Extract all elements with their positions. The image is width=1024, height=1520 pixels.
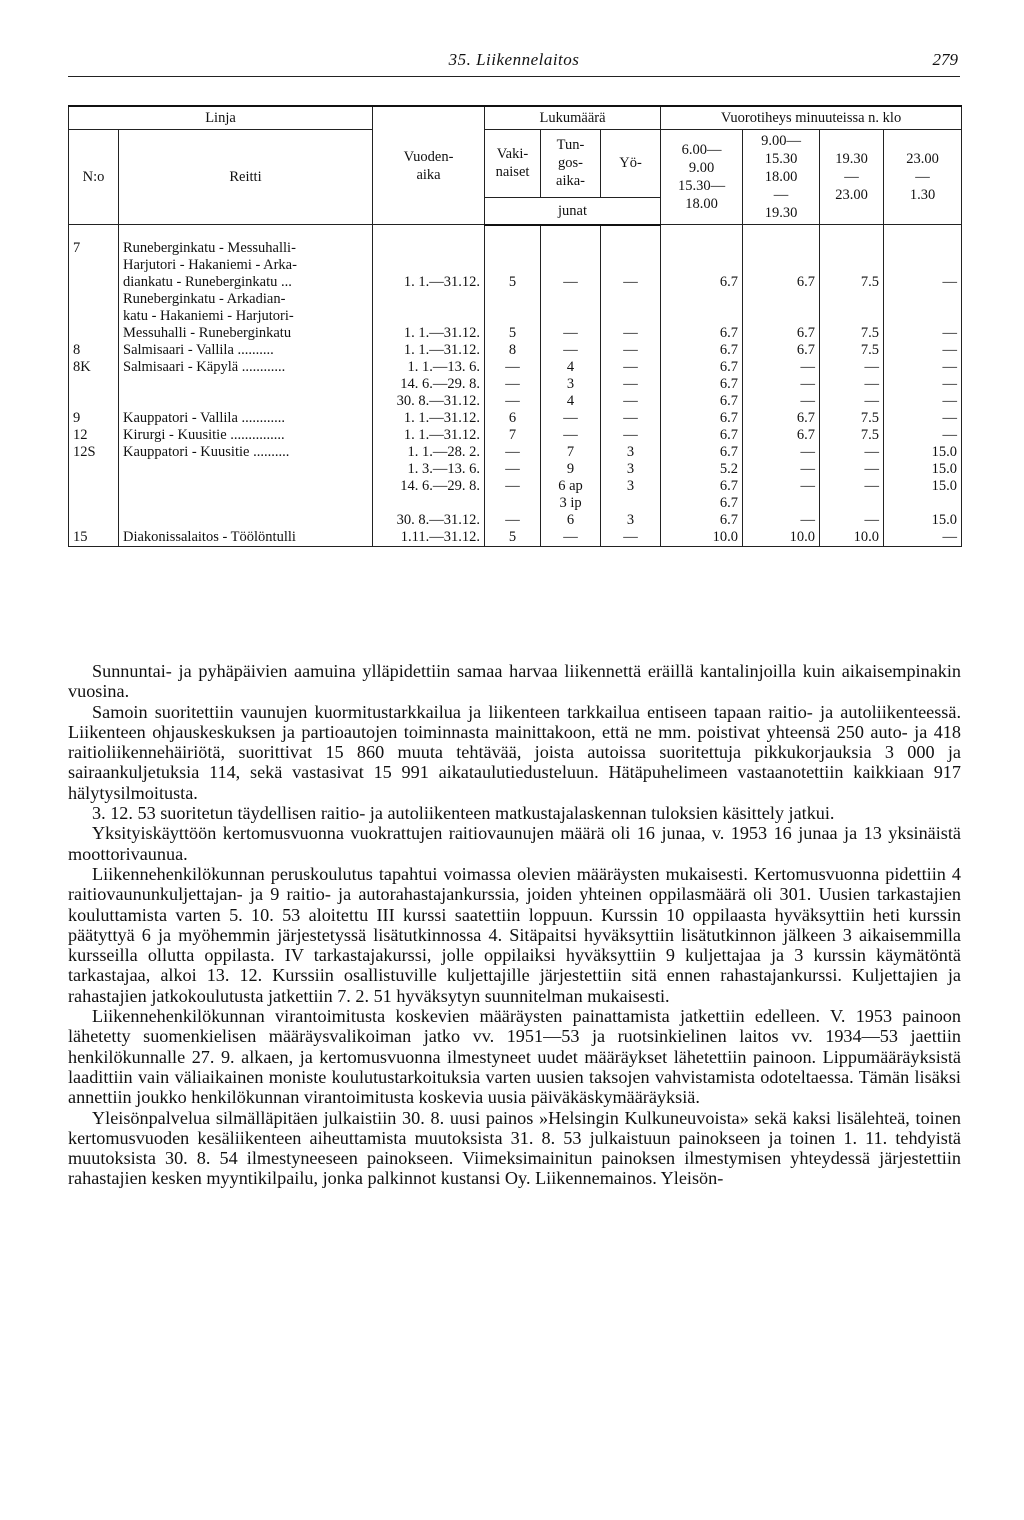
count-night: 3 [601, 461, 661, 478]
count-night: — [601, 393, 661, 410]
header-vuorotiheys: Vuorotiheys minuuteissa n. klo [661, 106, 962, 130]
route-number [69, 393, 119, 410]
route-number [69, 325, 119, 342]
table-row [69, 325, 962, 342]
route-period: 1. 1.—28. 2. [373, 444, 485, 461]
route-number [69, 461, 119, 478]
header-yo: Yö- [601, 130, 661, 198]
interval-day: — [743, 444, 820, 461]
header-no: N:o [69, 130, 119, 225]
count-rush: 4 [541, 359, 601, 376]
interval-morning: 6.7 [661, 478, 743, 495]
route-name: Salmisaari - Vallila .......... [119, 342, 373, 359]
route-schedule-table [68, 105, 962, 547]
interval-morning: 6.7 [661, 359, 743, 376]
count-regular: 5 [485, 325, 541, 342]
header-reitti: Reitti [119, 130, 373, 225]
interval-night: 15.0 [884, 444, 962, 461]
route-period: 1. 3.—13. 6. [373, 461, 485, 478]
route-number [69, 495, 119, 512]
count-night: 3 [601, 478, 661, 495]
route-name [119, 376, 373, 393]
count-night: — [601, 359, 661, 376]
interval-night: — [884, 376, 962, 393]
count-night [601, 240, 661, 257]
interval-evening [820, 291, 884, 308]
route-number [69, 308, 119, 325]
count-rush: 6 [541, 512, 601, 529]
interval-night [884, 495, 962, 512]
header-time-2: 9.00— 15.30 18.00 — 19.30 [743, 130, 820, 225]
count-rush: 9 [541, 461, 601, 478]
route-period: 14. 6.—29. 8. [373, 376, 485, 393]
header-vakinaiset: Vaki- naiset [485, 130, 541, 198]
interval-night: 15.0 [884, 478, 962, 495]
route-period [373, 291, 485, 308]
route-number [69, 512, 119, 529]
count-regular: 8 [485, 342, 541, 359]
interval-night [884, 291, 962, 308]
body-paragraph: Sunnuntai- ja pyhäpäivien aamuina ylläpidettiin samaa harvaa liikennettä eräillä kantalinjoilla kuin aikaisempinakin vuosina. [68, 661, 961, 702]
interval-morning: 6.7 [661, 410, 743, 427]
interval-evening: 7.5 [820, 410, 884, 427]
table-row [69, 257, 962, 274]
route-period: 1.11.—31.12. [373, 529, 485, 547]
interval-day: 6.7 [743, 342, 820, 359]
table-row [69, 359, 962, 376]
count-night [601, 257, 661, 274]
route-period: 1. 1.—13. 6. [373, 359, 485, 376]
count-regular: — [485, 512, 541, 529]
count-regular [485, 240, 541, 257]
interval-morning: 6.7 [661, 444, 743, 461]
route-name: Runeberginkatu - Messuhalli- [119, 240, 373, 257]
interval-night [884, 257, 962, 274]
count-rush: 3 [541, 376, 601, 393]
count-rush: 3 ip [541, 495, 601, 512]
interval-morning: 6.7 [661, 512, 743, 529]
interval-morning [661, 308, 743, 325]
table-row [69, 240, 962, 257]
interval-morning: 6.7 [661, 342, 743, 359]
page-number: 279 [932, 50, 958, 69]
count-rush: — [541, 427, 601, 444]
table-row [69, 427, 962, 444]
route-period [373, 257, 485, 274]
count-night: — [601, 274, 661, 291]
count-night: — [601, 342, 661, 359]
interval-night [884, 308, 962, 325]
interval-evening: — [820, 512, 884, 529]
route-period: 14. 6.—29. 8. [373, 478, 485, 495]
count-rush: — [541, 529, 601, 547]
interval-night: — [884, 393, 962, 410]
count-regular: — [485, 478, 541, 495]
interval-night: — [884, 410, 962, 427]
route-number: 7 [69, 240, 119, 257]
interval-evening [820, 257, 884, 274]
route-period: 30. 8.—31.12. [373, 393, 485, 410]
header-lukumaara: Lukumäärä [485, 106, 661, 130]
interval-evening: — [820, 444, 884, 461]
body-paragraph: Yleisönpalvelua silmälläpitäen julkaistiin 30. 8. uusi painos »Helsingin Kulkuneuvoista» sekä kaksi lisälehteä, toinen kertomusvuoden kesäliikenteen aiheuttamista muutoksista 31. 8. 53 julkaistuun painokseen ja toinen 1. 11. tehdyistä muutoksista 30. 8. 54 ilmestyneeseen painokseen. Viimeksimainitun painoksen ilmestymisen yhteydessä järjestettiin rahastajien kesken myyntikilpailu, jonka palkinnot kustansi Oy. Liikennemainos. Yleisön- [68, 1107, 961, 1189]
interval-day: — [743, 359, 820, 376]
route-period: 1. 1.—31.12. [373, 410, 485, 427]
interval-evening: 7.5 [820, 325, 884, 342]
body-paragraph: 3. 12. 53 suoritetun täydellisen raitio- ja autoliikenteen matkustajalaskennan tuloksien käsittely jatkui. [92, 803, 835, 824]
interval-night: — [884, 274, 962, 291]
count-rush: — [541, 325, 601, 342]
route-name [119, 393, 373, 410]
table-row [69, 529, 962, 547]
count-regular: — [485, 359, 541, 376]
route-period: 1. 1.—31.12. [373, 342, 485, 359]
interval-morning: 6.7 [661, 325, 743, 342]
route-number: 9 [69, 410, 119, 427]
count-rush [541, 308, 601, 325]
interval-morning: 5.2 [661, 461, 743, 478]
table-row [69, 444, 962, 461]
count-night: — [601, 427, 661, 444]
interval-morning: 6.7 [661, 274, 743, 291]
table-row [69, 291, 962, 308]
body-paragraph: Yksityiskäyttöön kertomusvuonna vuokrattujen raitiovaunujen määrä oli 16 junaa, v. 1953 16 junaa ja 13 yksinäistä moottorivaunua. [68, 823, 961, 864]
count-rush: — [541, 274, 601, 291]
header-linja: Linja [69, 106, 373, 130]
route-name [119, 512, 373, 529]
route-name: Kauppatori - Kuusitie .......... [119, 444, 373, 461]
count-rush [541, 257, 601, 274]
header-time-3: 19.30 — 23.00 [820, 130, 884, 225]
route-number [69, 274, 119, 291]
route-number: 12 [69, 427, 119, 444]
route-number: 12S [69, 444, 119, 461]
count-night: — [601, 325, 661, 342]
route-period [373, 240, 485, 257]
route-period [373, 308, 485, 325]
count-regular: — [485, 461, 541, 478]
count-regular: 6 [485, 410, 541, 427]
interval-morning [661, 291, 743, 308]
count-regular: — [485, 444, 541, 461]
table-row [69, 512, 962, 529]
count-rush [541, 291, 601, 308]
interval-night: 15.0 [884, 461, 962, 478]
count-night: — [601, 410, 661, 427]
interval-evening [820, 308, 884, 325]
route-number [69, 291, 119, 308]
table-row [69, 274, 962, 291]
table-spacer-row [69, 225, 962, 240]
running-head [68, 50, 960, 77]
count-night: — [601, 529, 661, 547]
interval-day: 6.7 [743, 274, 820, 291]
interval-morning: 6.7 [661, 376, 743, 393]
route-name: Runeberginkatu - Arkadian- [119, 291, 373, 308]
table-row [69, 495, 962, 512]
interval-evening [820, 495, 884, 512]
route-name: Kauppatori - Vallila ............ [119, 410, 373, 427]
body-paragraph: Samoin suoritettiin vaunujen kuormitustarkkailua ja liikenteen tarkkailua entiseen tapaan raitio- ja autoliikenteessä. Liikenteen ohjauskeskuksen ja partioautojen toiminnasta mainittakoon, että ne mm. poistivat yhteensä 250 auto- ja 418 raitioliikennehäiriötä, suorittivat 15 860 muuta tehtävää, joista autoissa suoritettuja pikkukorjauksia 3 000 ja sairaankuljetuksia 114, sekä vastasivat 15 991 aikataulutiedusteluun. Hätäpuhelimeen vastaanotettiin kaikkiaan 917 hälytysilmoitusta. [68, 701, 961, 803]
interval-day [743, 291, 820, 308]
interval-morning [661, 257, 743, 274]
count-rush: — [541, 342, 601, 359]
table-row [69, 410, 962, 427]
route-period: 30. 8.—31.12. [373, 512, 485, 529]
count-rush: 4 [541, 393, 601, 410]
interval-evening: 7.5 [820, 342, 884, 359]
route-name: Kirurgi - Kuusitie ............... [119, 427, 373, 444]
table-row [69, 393, 962, 410]
interval-day [743, 257, 820, 274]
body-paragraph: Liikennehenkilökunnan virantoimitusta koskevien määräysten painattamista jatkettiin edelleen. V. 1953 painoon lähetetty suomenkielisen määräysvalikoiman jatko vv. 1951—53 ja ruotsinkielinen laitos vv. 1934—53 jaettiin henkilökunnalle 27. 9. alkaen, ja kertomusvuonna ilmestyneet uudet määräykset lähetettiin painoon. Lippumääräyksistä laadittiin vain väliaikainen moniste koulutustarkoituksia varten uusien taksojen vahvistamista odoteltaessa. Tämän lisäksi annettiin joukko henkilökunnan virantoimitusta koskevia uusia päiväkäskymääräyksiä. [68, 1006, 961, 1108]
route-name: Messuhalli - Runeberginkatu [119, 325, 373, 342]
route-number [69, 376, 119, 393]
count-regular [485, 291, 541, 308]
interval-evening: 7.5 [820, 274, 884, 291]
route-name: katu - Hakaniemi - Harjutori- [119, 308, 373, 325]
header-vuodenaika: Vuoden- aika [373, 106, 485, 225]
route-name: Harjutori - Hakaniemi - Arka- [119, 257, 373, 274]
route-number: 15 [69, 529, 119, 547]
count-rush [541, 240, 601, 257]
header-tunnusaika: Tun- gos- aika- [541, 130, 601, 198]
interval-night: — [884, 427, 962, 444]
count-night [601, 308, 661, 325]
route-number: 8 [69, 342, 119, 359]
interval-evening: 7.5 [820, 427, 884, 444]
route-name: Salmisaari - Käpylä ............ [119, 359, 373, 376]
interval-day: — [743, 478, 820, 495]
interval-day: — [743, 376, 820, 393]
interval-day: — [743, 393, 820, 410]
table-row [69, 342, 962, 359]
route-period: 1. 1.—31.12. [373, 274, 485, 291]
interval-day: — [743, 461, 820, 478]
interval-day: 10.0 [743, 529, 820, 547]
interval-night: — [884, 359, 962, 376]
table-row [69, 478, 962, 495]
route-name [119, 478, 373, 495]
interval-morning: 6.7 [661, 495, 743, 512]
count-rush: — [541, 410, 601, 427]
route-period: 1. 1.—31.12. [373, 427, 485, 444]
interval-morning [661, 240, 743, 257]
route-name: Diakonissalaitos - Töölöntulli [119, 529, 373, 547]
chapter-title: 35. Liikennelaitos [448, 50, 580, 69]
count-night [601, 291, 661, 308]
count-night: 3 [601, 444, 661, 461]
interval-morning: 10.0 [661, 529, 743, 547]
interval-evening: — [820, 359, 884, 376]
schedule-body [69, 225, 962, 547]
count-night: 3 [601, 512, 661, 529]
interval-night: — [884, 325, 962, 342]
interval-day [743, 240, 820, 257]
count-rush: 6 ap [541, 478, 601, 495]
count-rush: 7 [541, 444, 601, 461]
interval-evening: — [820, 478, 884, 495]
count-regular: 5 [485, 529, 541, 547]
route-period: 1. 1.—31.12. [373, 325, 485, 342]
route-number [69, 257, 119, 274]
count-regular [485, 308, 541, 325]
count-regular [485, 257, 541, 274]
interval-morning: 6.7 [661, 393, 743, 410]
interval-night: — [884, 342, 962, 359]
interval-day [743, 308, 820, 325]
interval-day [743, 495, 820, 512]
table-row [69, 461, 962, 478]
route-number [69, 478, 119, 495]
count-regular: 5 [485, 274, 541, 291]
table-row [69, 308, 962, 325]
body-text [68, 661, 961, 1189]
route-period [373, 495, 485, 512]
count-regular [485, 495, 541, 512]
interval-evening: 10.0 [820, 529, 884, 547]
interval-morning: 6.7 [661, 427, 743, 444]
header-time-4: 23.00 — 1.30 [884, 130, 962, 225]
count-regular: — [485, 376, 541, 393]
count-regular: 7 [485, 427, 541, 444]
interval-evening: — [820, 393, 884, 410]
interval-evening: — [820, 461, 884, 478]
interval-night: — [884, 529, 962, 547]
count-regular: — [485, 393, 541, 410]
interval-day: 6.7 [743, 325, 820, 342]
body-paragraph: Liikennehenkilökunnan peruskoulutus tapahtui voimassa olevien määräysten mukaisesti. Kertomusvuonna pidettiin 4 raitiovaununkuljettajan- ja 9 raitio- ja autorahastajankurssia, joiden yhteinen oppilasmäärä oli 301. Uusien tarkastajien kouluttamista varten 5. 10. 53 aloitettu III kurssi saatettiin loppuun. Kurssin 10 oppilaasta hyväksyttiin heti kurssin päätyttyä 6 ja myöhemmin järjestetyssä lisätutkinnossa 4. Sitäpaitsi hyväksyttiin lisätutkinnon jälkeen 3 aikaisemmilla kursseilla ollutta oppilasta. IV tarkastajakurssi, jolle oppilaiksi hyväksyttiin 9 kuljettajaa ja 3 kurssin käymätöntä tarkastajaa, alkoi 13. 12. Kurssiin osallistuville kuljettajille järjestettiin sitä ennen rahastajankurssi. Kuljettajien ja rahastajien jatkokoulutusta jatkettiin 7. 2. 51 hyväksytyn suunnitelman mukaisesti. [68, 863, 961, 1006]
interval-evening [820, 240, 884, 257]
count-night: — [601, 376, 661, 393]
route-name [119, 461, 373, 478]
interval-day: 6.7 [743, 410, 820, 427]
interval-day: 6.7 [743, 427, 820, 444]
route-name: diankatu - Runeberginkatu ... [119, 274, 373, 291]
header-time-1: 6.00— 9.00 15.30— 18.00 [661, 130, 743, 225]
table-row [69, 376, 962, 393]
interval-evening: — [820, 376, 884, 393]
route-number: 8K [69, 359, 119, 376]
interval-night: 15.0 [884, 512, 962, 529]
interval-day: — [743, 512, 820, 529]
interval-night [884, 240, 962, 257]
count-night [601, 495, 661, 512]
route-name [119, 495, 373, 512]
header-junat: junat [485, 197, 661, 224]
